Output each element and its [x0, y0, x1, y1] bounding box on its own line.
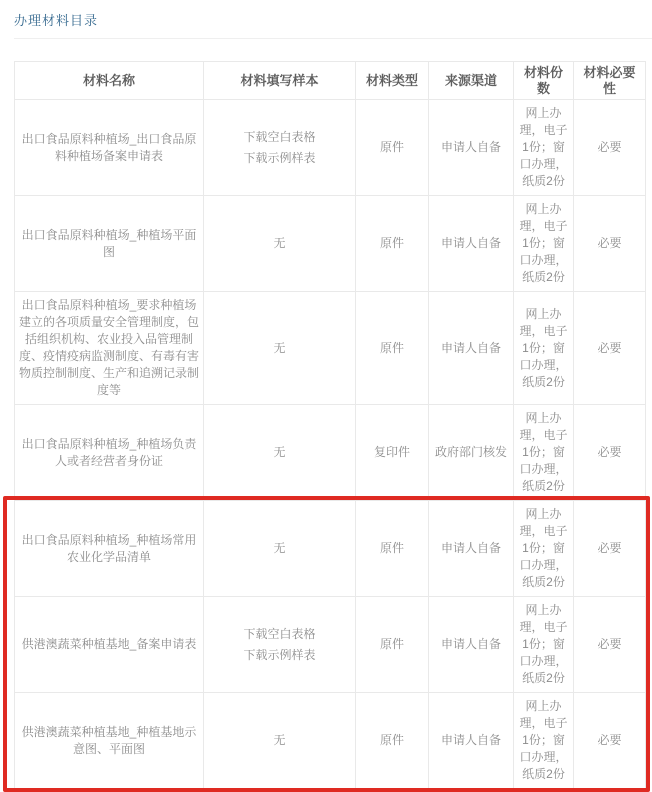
- copies-cell: 网上办理，电子1份；窗口办理，纸质2份: [514, 405, 574, 501]
- sample-cell: 无: [204, 405, 356, 501]
- type-cell: 原件: [356, 693, 429, 789]
- table-row: [15, 693, 646, 789]
- page-title: 办理材料目录: [14, 13, 99, 28]
- type-cell: 原件: [356, 501, 429, 597]
- column-header-source: 来源渠道: [429, 62, 514, 100]
- column-header-copies: 材料份数: [514, 62, 574, 100]
- material-name-cell: 出口食品原料种植场_种植场负责人或者经营者身份证: [15, 405, 204, 501]
- column-header-necessity: 材料必要性: [574, 62, 646, 100]
- download-blank-form-link[interactable]: 下载空白表格: [243, 626, 316, 641]
- copies-cell: 网上办理，电子1份；窗口办理，纸质2份: [514, 292, 574, 405]
- type-cell: 原件: [356, 100, 429, 196]
- copies-cell: 网上办理，电子1份；窗口办理，纸质2份: [514, 597, 574, 693]
- necessity-cell: 必要: [574, 501, 646, 597]
- table-header-row: [15, 62, 646, 100]
- table-row: [15, 597, 646, 693]
- table-row: [15, 100, 646, 196]
- download-sample-form-link[interactable]: 下载示例样表: [243, 647, 316, 662]
- copies-cell: 网上办理，电子1份；窗口办理，纸质2份: [514, 501, 574, 597]
- table-row: [15, 196, 646, 292]
- necessity-cell: 必要: [574, 597, 646, 693]
- necessity-cell: 必要: [574, 292, 646, 405]
- material-name-cell: 出口食品原料种植场_出口食品原料种植场备案申请表: [15, 100, 204, 196]
- source-cell: 政府部门核发: [429, 405, 514, 501]
- material-name-cell: 出口食品原料种植场_种植场平面图: [15, 196, 204, 292]
- copies-cell: 网上办理，电子1份；窗口办理，纸质2份: [514, 693, 574, 789]
- sample-cell: 无: [204, 292, 356, 405]
- copies-cell: 网上办理，电子1份；窗口办理，纸质2份: [514, 100, 574, 196]
- title-divider: [14, 38, 652, 39]
- necessity-cell: 必要: [574, 693, 646, 789]
- copies-cell: 网上办理，电子1份；窗口办理，纸质2份: [514, 196, 574, 292]
- sample-cell: [204, 100, 356, 196]
- sample-cell: 无: [204, 501, 356, 597]
- type-cell: 原件: [356, 292, 429, 405]
- sample-cell: 无: [204, 693, 356, 789]
- source-cell: 申请人自备: [429, 196, 514, 292]
- material-name-cell: 供港澳蔬菜种植基地_备案申请表: [15, 597, 204, 693]
- necessity-cell: 必要: [574, 196, 646, 292]
- sample-cell: 无: [204, 196, 356, 292]
- type-cell: 原件: [356, 196, 429, 292]
- source-cell: 申请人自备: [429, 292, 514, 405]
- source-cell: 申请人自备: [429, 597, 514, 693]
- table-row: [15, 292, 646, 405]
- material-name-cell: 出口食品原料种植场_要求种植场建立的各项质量安全管理制度，包括组织机构、农业投入品管理制度、疫情疫病监测制度、有毒有害物质控制制度、生产和追溯记录制度等: [15, 292, 204, 405]
- sample-cell: [204, 597, 356, 693]
- type-cell: 复印件: [356, 405, 429, 501]
- column-header-material-name: 材料名称: [15, 62, 204, 100]
- download-sample-form-link[interactable]: 下载示例样表: [243, 150, 316, 165]
- material-name-cell: 出口食品原料种植场_种植场常用农业化学品清单: [15, 501, 204, 597]
- table-row: [15, 405, 646, 501]
- materials-table: [14, 61, 646, 789]
- download-blank-form-link[interactable]: 下载空白表格: [243, 129, 316, 144]
- column-header-sample: 材料填写样本: [204, 62, 356, 100]
- necessity-cell: 必要: [574, 405, 646, 501]
- table-row: [15, 501, 646, 597]
- source-cell: 申请人自备: [429, 501, 514, 597]
- type-cell: 原件: [356, 597, 429, 693]
- source-cell: 申请人自备: [429, 693, 514, 789]
- column-header-type: 材料类型: [356, 62, 429, 100]
- necessity-cell: 必要: [574, 100, 646, 196]
- source-cell: 申请人自备: [429, 100, 514, 196]
- material-name-cell: 供港澳蔬菜种植基地_种植基地示意图、平面图: [15, 693, 204, 789]
